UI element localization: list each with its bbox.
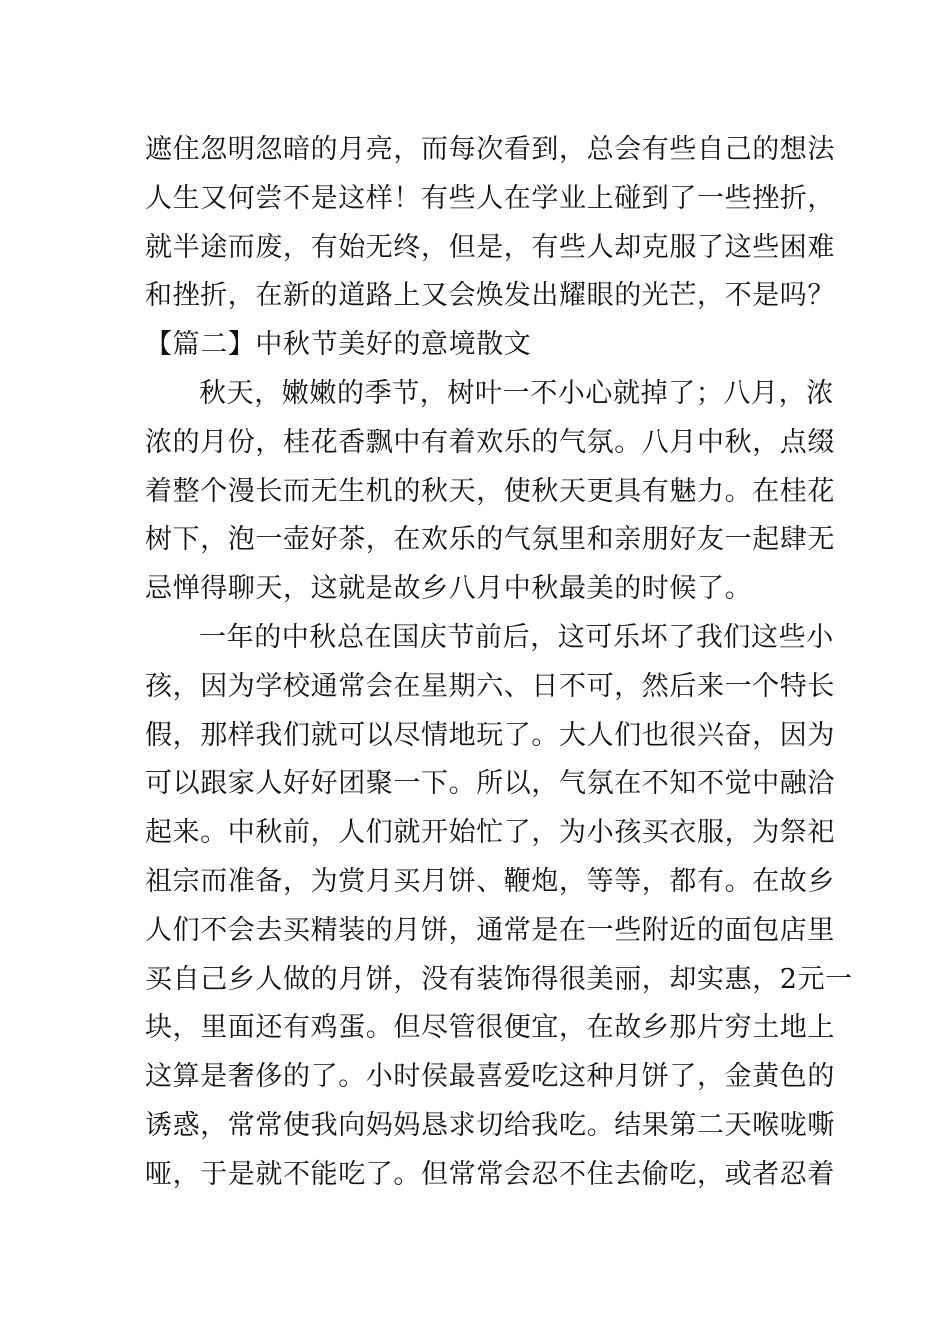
text-line: 浓的月份，桂花香飘中有着欢乐的气氛。八月中秋，点缀 (145, 426, 835, 458)
text-line: 可以跟家人好好团聚一下。所以，气氛在不知不觉中融洽 (145, 768, 835, 800)
section-title: 【篇二】中秋节美好的意境散文 (145, 329, 532, 361)
text-line: 人们不会去买精装的月饼，通常是在一些附近的面包店里 (145, 914, 835, 946)
text-line: 祖宗而准备，为赏月买月饼、鞭炮，等等，都有。在故乡 (145, 865, 835, 897)
text-line: 着整个漫长而无生机的秋天，使秋天更具有魅力。在桂花 (145, 475, 835, 507)
text-line: 买自己乡人做的月饼，没有装饰得很美丽，却实惠，2元一 (145, 963, 853, 995)
text-line: 忌惮得聊天，这就是故乡八月中秋最美的时候了。 (145, 573, 753, 605)
text-line: 起来。中秋前，人们就开始忙了，为小孩买衣服，为祭祀 (145, 817, 835, 849)
text-line: 人生又何尝不是这样！有些人在学业上碰到了一些挫折， (145, 182, 835, 214)
text-line: 这算是奢侈的了。小时侯最喜爱吃这种月饼了，金黄色的 (145, 1061, 835, 1093)
text-line: 诱惑，常常使我向妈妈恳求切给我吃。结果第二天喉咙嘶 (145, 1109, 835, 1141)
text-line: 树下，泡一壶好茶，在欢乐的气氛里和亲朋好友一起肆无 (145, 524, 835, 556)
text-line: 块，里面还有鸡蛋。但尽管很便宜，在故乡那片穷土地上 (145, 1012, 835, 1044)
paragraph-first-line: 秋天，嫩嫩的季节，树叶一不小心就掉了；八月，浓 (199, 377, 834, 409)
text-line: 就半途而废，有始无终，但是，有些人却克服了这些困难 (145, 231, 835, 263)
text-line: 孩，因为学校通常会在星期六、日不可，然后来一个特长 (145, 670, 835, 702)
document-body (145, 126, 853, 1200)
text-line: 遮住忽明忽暗的月亮，而每次看到，总会有些自己的想法 (145, 134, 835, 165)
text-line: 假，那样我们就可以尽情地玩了。大人们也很兴奋，因为 (145, 719, 835, 751)
text-line: 和挫折，在新的道路上又会焕发出耀眼的光芒，不是吗？ (145, 280, 835, 312)
text-line: 哑，于是就不能吃了。但常常会忍不住去偷吃，或者忍着 (145, 1158, 835, 1190)
paragraph-first-line: 一年的中秋总在国庆节前后，这可乐坏了我们这些小 (199, 621, 834, 653)
